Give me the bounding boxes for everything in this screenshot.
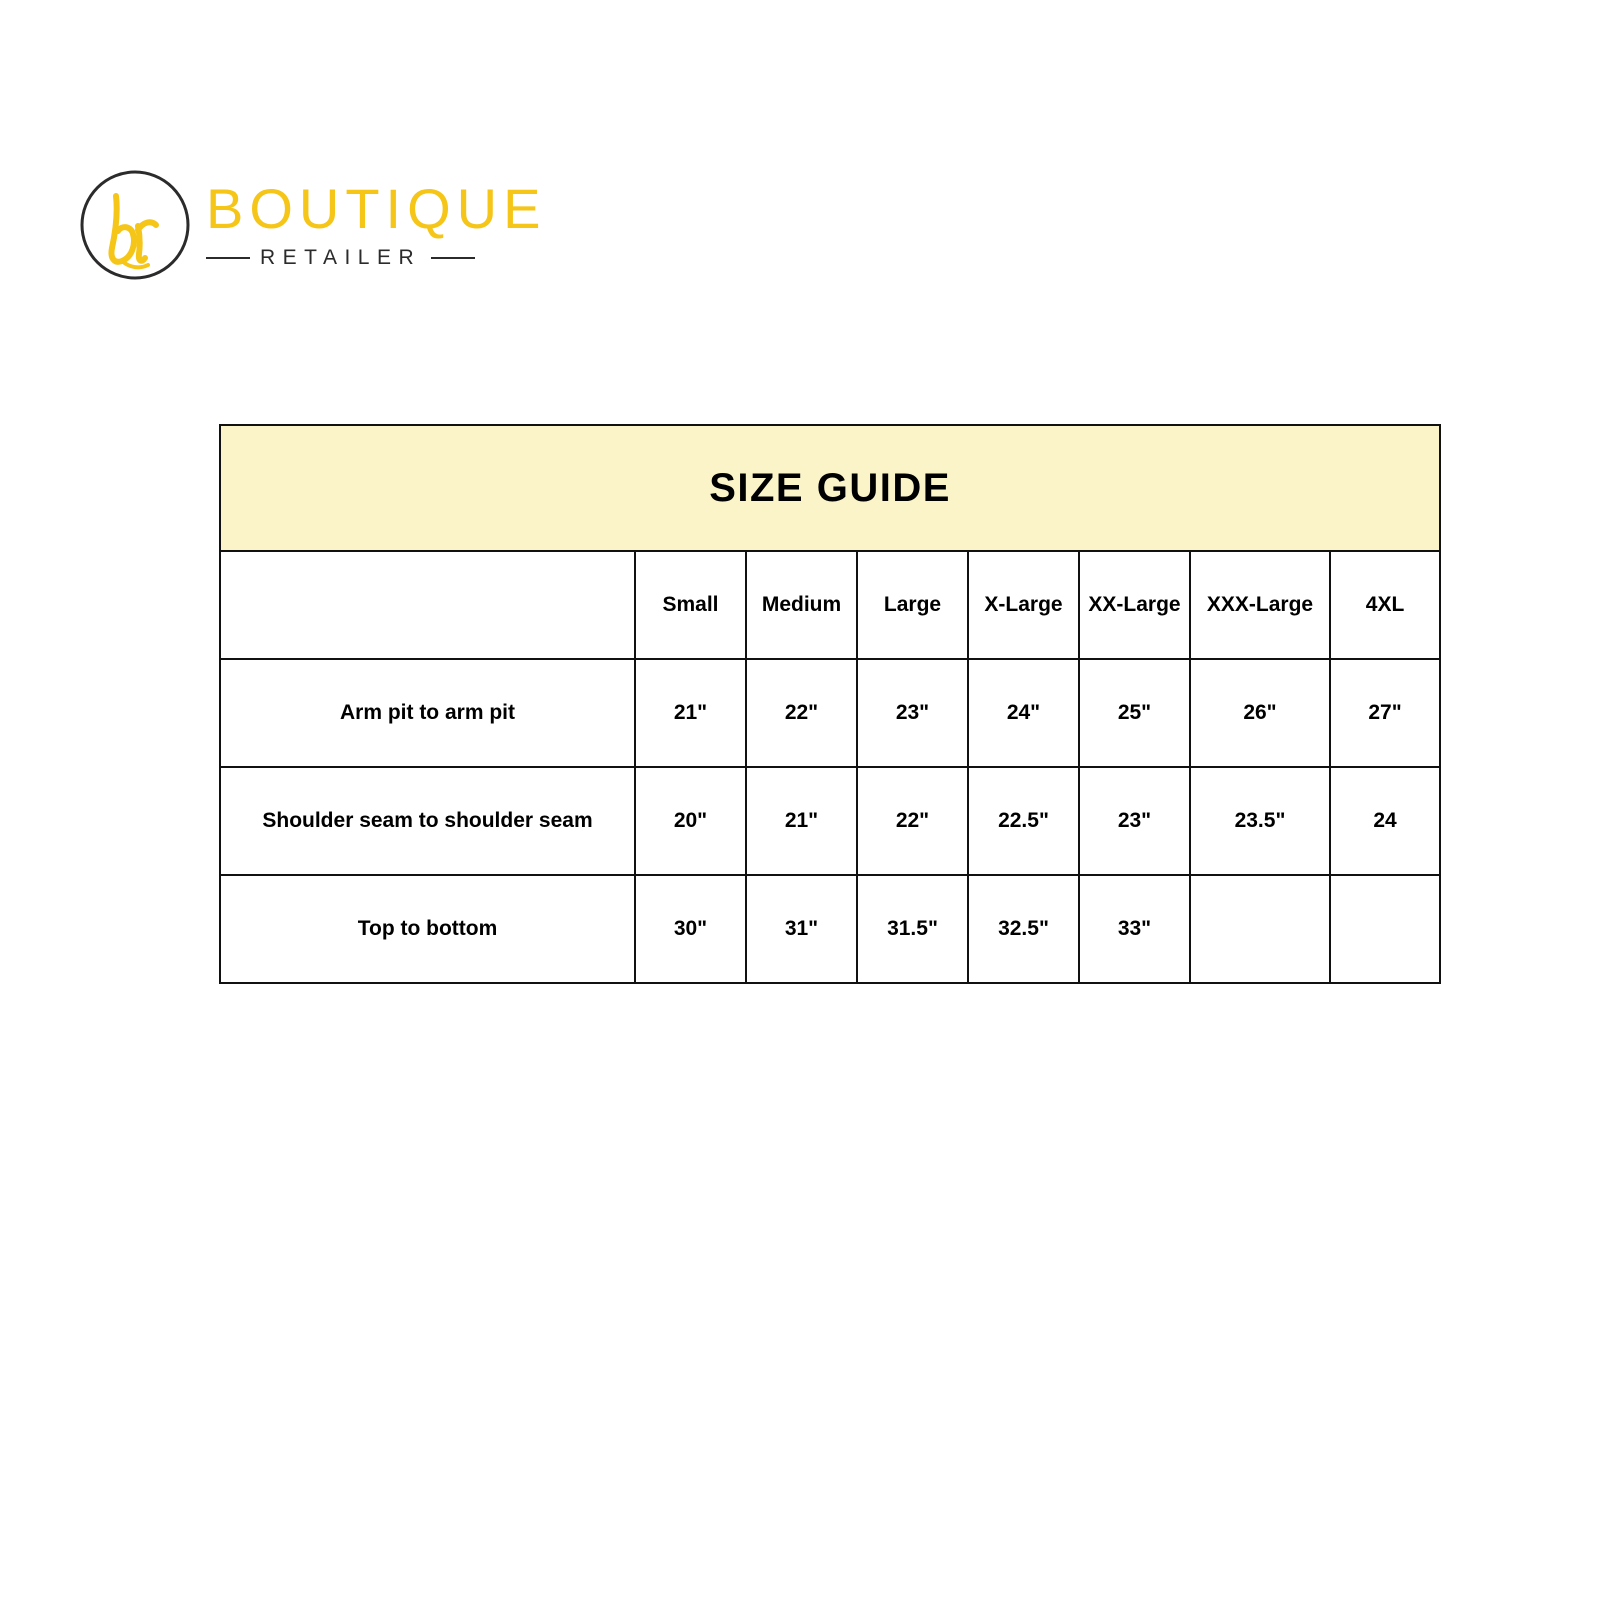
table-row [220,659,1440,767]
brand-wordmark [206,176,547,271]
header-cell-medium: Medium [746,551,857,659]
header-corner-cell [220,551,635,659]
header-cell-large: Large [857,551,968,659]
brand-logo [78,168,546,282]
cell-armpit-xxx-large: 26" [1190,659,1330,767]
cell-top-bottom-x-large: 32.5" [968,875,1079,983]
table-row [220,875,1440,983]
monogram-icon [78,168,192,282]
cell-top-bottom-small: 30" [635,875,746,983]
cell-top-bottom-4xl [1330,875,1440,983]
cell-top-bottom-xxx-large [1190,875,1330,983]
cell-armpit-x-large: 24" [968,659,1079,767]
cell-shoulder-medium: 21" [746,767,857,875]
rule-right [431,257,475,259]
header-cell-4xl: 4XL [1330,551,1440,659]
row-label-armpit: Arm pit to arm pit [220,659,635,767]
cell-armpit-medium: 22" [746,659,857,767]
brand-name: BOUTIQUE [206,176,547,240]
cell-shoulder-large: 22" [857,767,968,875]
cell-shoulder-xxx-large: 23.5" [1190,767,1330,875]
size-guide-table [219,424,1441,984]
cell-armpit-xx-large: 25" [1079,659,1190,767]
cell-armpit-4xl: 27" [1330,659,1440,767]
table-header-row [220,551,1440,659]
brand-subtitle: RETAILER [260,246,422,270]
size-guide-table-wrapper [219,424,1433,984]
row-label-top-to-bottom: Top to bottom [220,875,635,983]
header-cell-x-large: X-Large [968,551,1079,659]
cell-shoulder-small: 20" [635,767,746,875]
cell-shoulder-xx-large: 23" [1079,767,1190,875]
cell-top-bottom-large: 31.5" [857,875,968,983]
cell-top-bottom-xx-large: 33" [1079,875,1190,983]
header-cell-small: Small [635,551,746,659]
cell-top-bottom-medium: 31" [746,875,857,983]
brand-subtitle-row [206,246,546,270]
cell-shoulder-4xl: 24 [1330,767,1440,875]
cell-armpit-small: 21" [635,659,746,767]
cell-shoulder-x-large: 22.5" [968,767,1079,875]
table-row [220,767,1440,875]
header-cell-xxx-large: XXX-Large [1190,551,1330,659]
rule-left [206,257,250,259]
size-guide-title: SIZE GUIDE [220,425,1440,551]
header-cell-xx-large: XX-Large [1079,551,1190,659]
table-title-row [220,425,1440,551]
row-label-shoulder: Shoulder seam to shoulder seam [220,767,635,875]
cell-armpit-large: 23" [857,659,968,767]
